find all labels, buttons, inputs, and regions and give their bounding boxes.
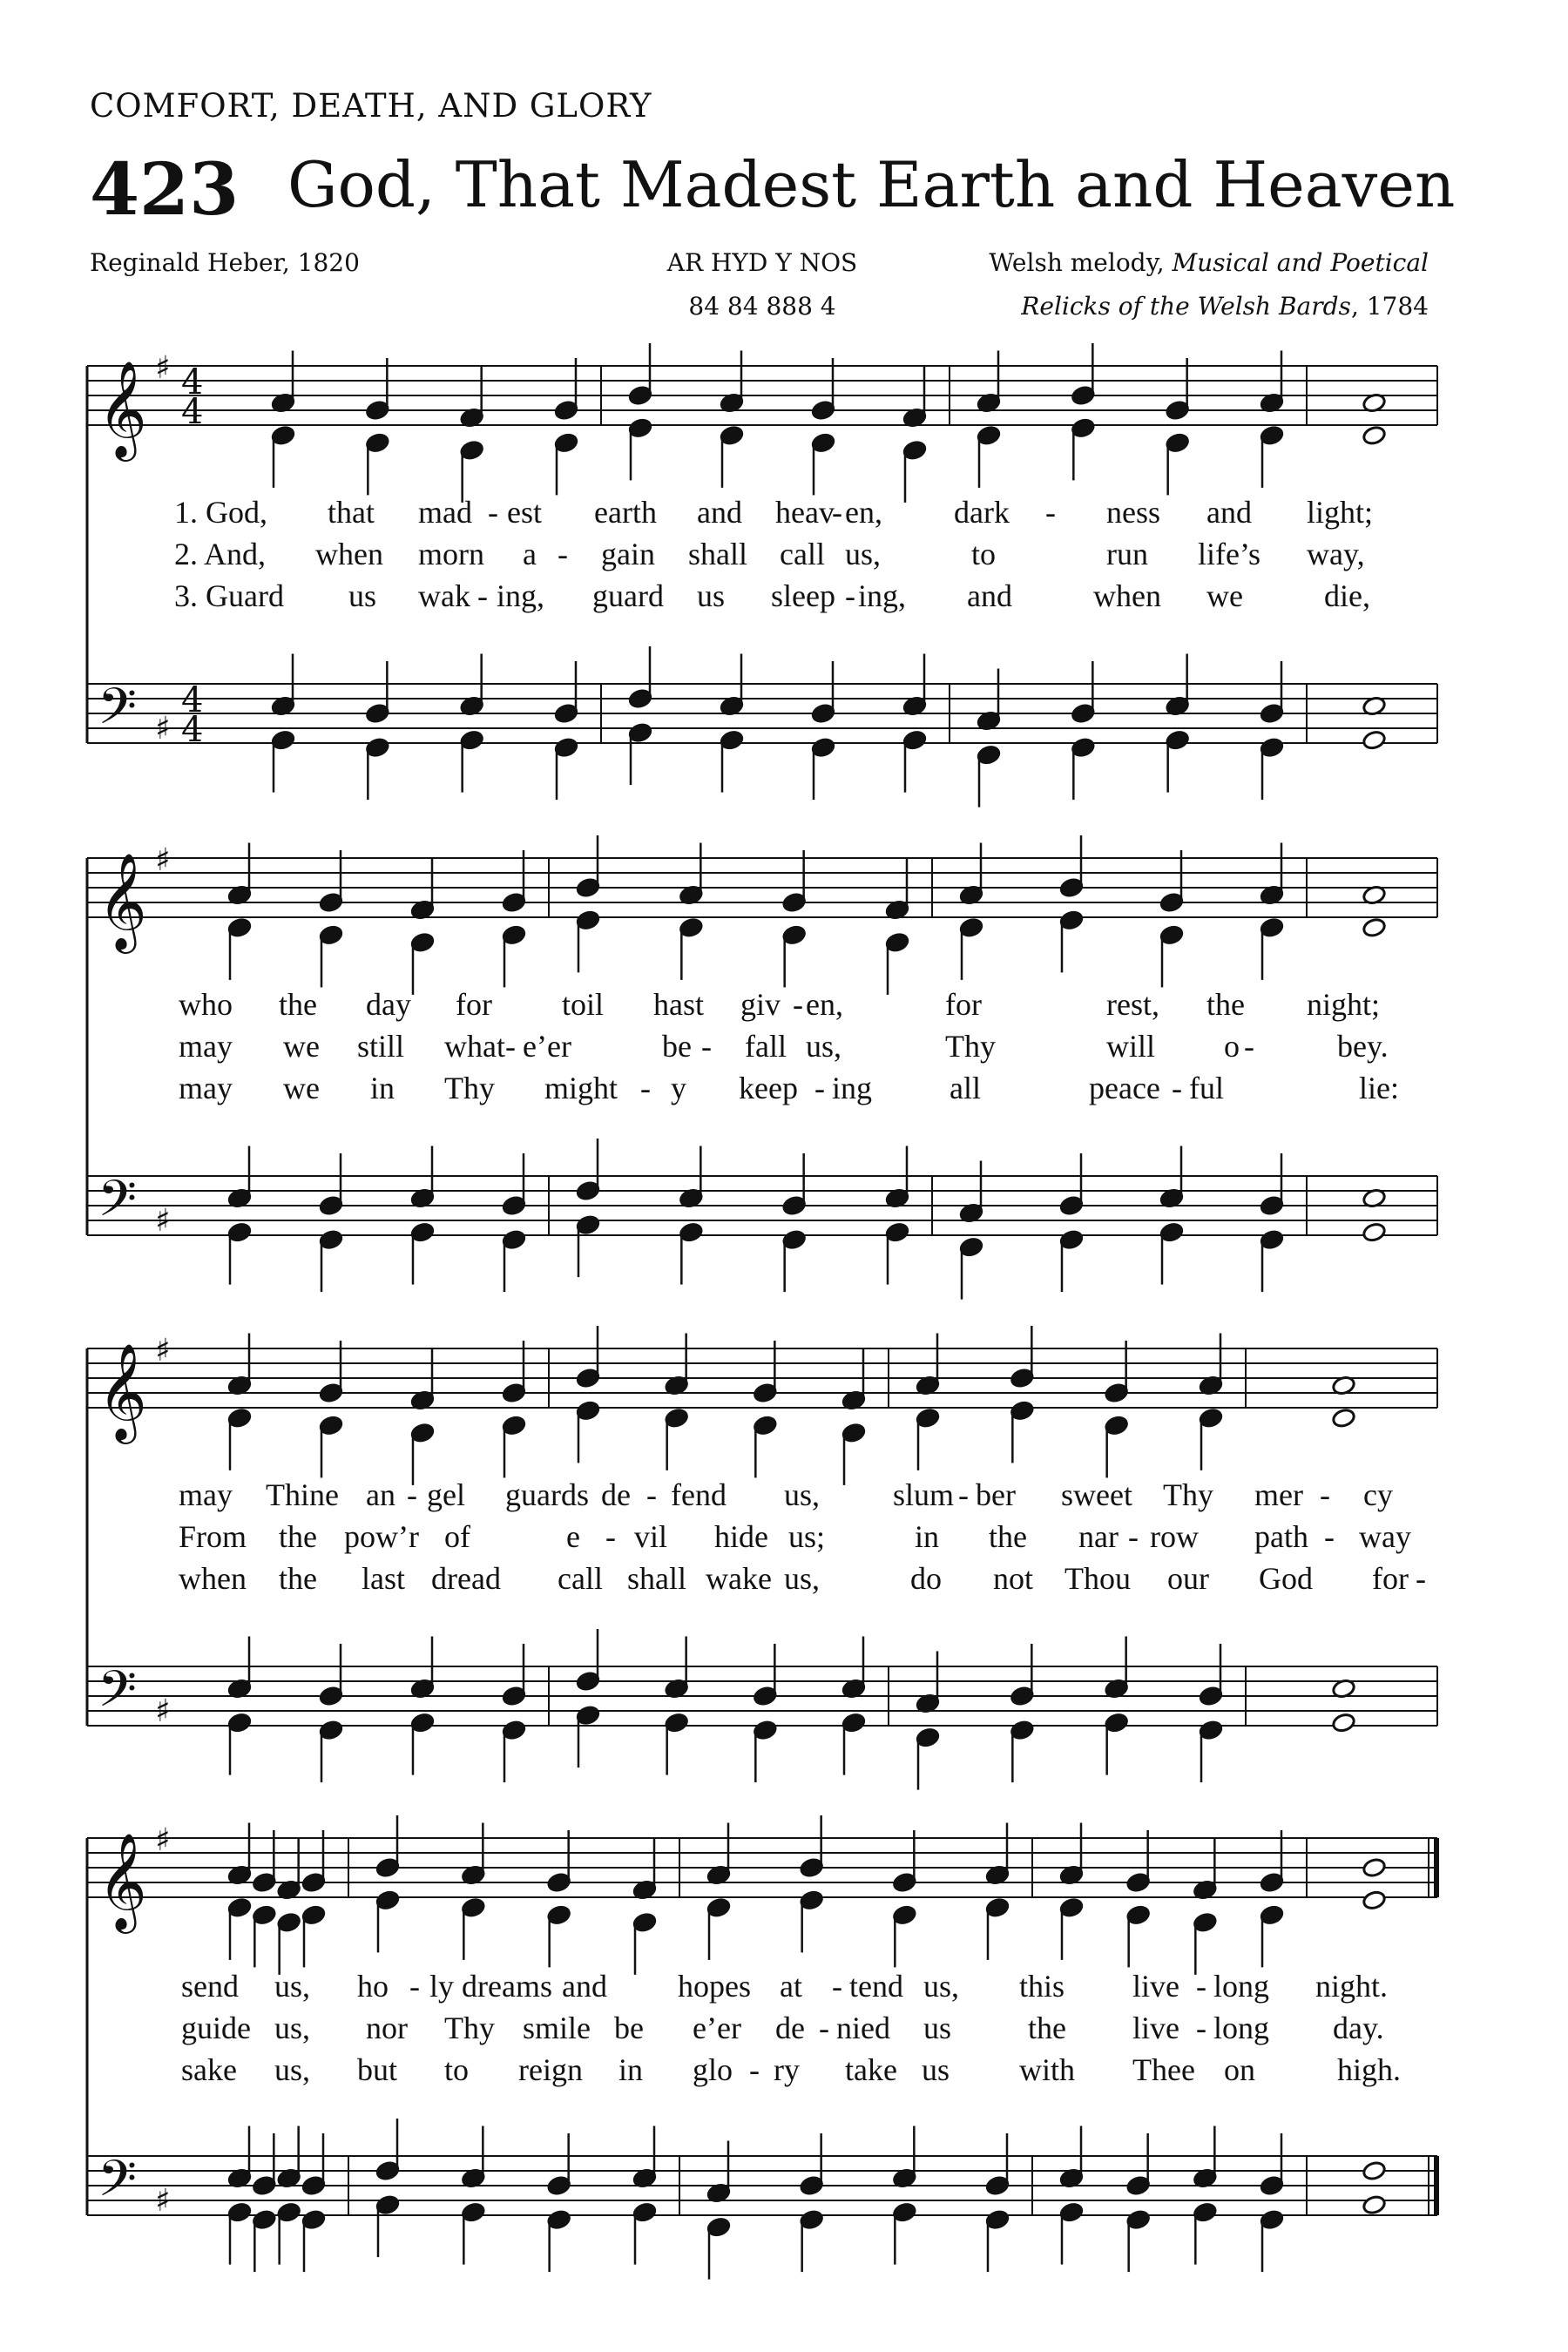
lyric-syllable: might: [544, 1071, 618, 1105]
lyric-syllable: die,: [1324, 578, 1370, 613]
lyric-syllable: heav: [775, 495, 835, 530]
lyric-syllable: row: [1150, 1519, 1199, 1554]
lyric-syllable: smile: [523, 2011, 591, 2045]
lyric-syllable: nied: [836, 2011, 890, 2045]
lyric-syllable: toil: [562, 987, 605, 1022]
lyric-syllable: mer: [1254, 1477, 1303, 1512]
lyric-syllable: the: [279, 987, 317, 1022]
bass-note: [1331, 1713, 1355, 1734]
lyric-syllable: -: [832, 495, 842, 530]
lyric-syllable: earth: [594, 495, 657, 530]
lyric-syllable: dread: [431, 1561, 501, 1596]
lyric-syllable: -: [845, 578, 855, 613]
lyric-syllable: us,: [845, 537, 882, 571]
lyric-syllable: way: [1359, 1519, 1411, 1554]
lyric-syllable: Thy: [1163, 1477, 1213, 1512]
section-heading: COMFORT, DEATH, AND GLORY: [90, 87, 652, 125]
lyric-syllable: way,: [1307, 537, 1365, 571]
lyric-syllable: all: [950, 1071, 981, 1105]
lyric-syllable: giv: [740, 987, 781, 1022]
bass-clef-icon: 𝄢: [98, 1169, 138, 1240]
lyric-syllable: what: [444, 1029, 505, 1064]
lyric-syllable: peace: [1089, 1071, 1160, 1105]
key-sharp-icon: ♯: [155, 1822, 171, 1858]
lyric-syllable: send: [181, 1969, 239, 2004]
lyric-syllable: -: [409, 1969, 420, 2004]
alto-note: [1362, 1889, 1386, 1910]
lyric-syllable: last: [362, 1561, 405, 1596]
lyric-syllable: long: [1213, 1969, 1270, 2004]
lyric-syllable: when: [179, 1561, 247, 1596]
lyric-syllable: sleep: [771, 578, 835, 613]
lyric-syllable: be: [662, 1029, 692, 1064]
lyric-syllable: mad: [418, 495, 472, 530]
music-source-title: Relicks of the Welsh Bards: [1021, 292, 1351, 321]
key-sharp-icon: ♯: [155, 711, 171, 747]
lyric-syllable: ber: [976, 1477, 1016, 1512]
lyric-syllable: -: [814, 1071, 825, 1105]
hymn-number: 423: [90, 148, 240, 232]
tenor-note: [1362, 2160, 1386, 2181]
lyric-syllable: keep: [739, 1071, 798, 1105]
lyric-syllable: on: [1224, 2052, 1255, 2087]
lyric-syllable: de: [601, 1477, 631, 1512]
lyric-syllable: y: [671, 1071, 686, 1105]
meter: 84 84 888 4: [688, 292, 836, 321]
lyric-syllable: ing,: [858, 578, 907, 613]
lyric-syllable: in: [915, 1519, 940, 1554]
lyric-syllable: tend: [849, 1969, 903, 2004]
lyric-syllable: en,: [806, 987, 843, 1022]
key-sharp-icon: ♯: [155, 350, 171, 386]
lyric-syllable: and: [1206, 495, 1252, 530]
lyric-syllable: e’er: [523, 1029, 571, 1064]
lyric-syllable: take: [845, 2052, 897, 2087]
time-sig-bottom: 4: [181, 392, 204, 432]
lyric-syllable: day: [366, 987, 411, 1022]
lyric-syllable: guards: [505, 1477, 589, 1512]
lyric-syllable: -: [832, 1969, 842, 2004]
lyric-syllable: ing: [832, 1071, 873, 1105]
lyric-syllable: the: [1206, 987, 1245, 1022]
lyric-syllable: call: [780, 537, 825, 571]
lyric-syllable: Thine: [266, 1477, 339, 1512]
treble-clef-icon: 𝄞: [98, 360, 147, 457]
lyric-syllable: for: [945, 987, 982, 1022]
lyric-syllable: night;: [1307, 987, 1381, 1022]
final-barline-thick: [1434, 2156, 1439, 2215]
time-sig-top: 4: [181, 362, 204, 402]
lyric-syllable: nar: [1078, 1519, 1119, 1554]
lyric-syllable: Thee: [1132, 2052, 1195, 2087]
lyric-syllable: us,: [274, 2011, 311, 2045]
lyric-syllable: us,: [806, 1029, 842, 1064]
lyric-syllable: fend: [671, 1477, 727, 1512]
lyric-syllable: long: [1213, 2011, 1270, 2045]
lyric-syllable: ful: [1189, 1071, 1224, 1105]
lyric-syllable: do: [910, 1561, 942, 1596]
bass-note: [1362, 1222, 1386, 1243]
lyric-syllable: may: [179, 1029, 233, 1064]
lyric-syllable: and: [697, 495, 742, 530]
lyric-syllable: 3. Guard: [174, 578, 284, 613]
lyric-syllable: not: [993, 1561, 1034, 1596]
alto-note: [1331, 1408, 1355, 1429]
lyric-syllable: who: [179, 987, 233, 1022]
bass-note: [1362, 2194, 1386, 2215]
lyric-syllable: may: [179, 1477, 233, 1512]
lyric-syllable: ry: [774, 2052, 800, 2087]
hymn-title: God, That Madest Earth and Heaven: [287, 148, 1456, 221]
lyric-syllable: an: [366, 1477, 395, 1512]
lyric-syllable: may: [179, 1071, 233, 1105]
lyric-syllable: us;: [788, 1519, 826, 1554]
lyric-syllable: us,: [784, 1561, 821, 1596]
lyric-syllable: wake: [706, 1561, 772, 1596]
lyric-syllable: hide: [714, 1519, 768, 1554]
lyric-syllable: cy: [1363, 1477, 1393, 1512]
lyric-syllable: us: [923, 2011, 952, 2045]
lyric-syllable: we: [283, 1071, 320, 1105]
lyric-syllable: us: [697, 578, 726, 613]
lyric-syllable: -: [1244, 1029, 1254, 1064]
lyric-syllable: -: [646, 1477, 657, 1512]
lyric-syllable: with: [1019, 2052, 1076, 2087]
text-author: Reginald Heber, 1820: [90, 248, 360, 277]
key-sharp-icon: ♯: [155, 1203, 171, 1239]
lyric-syllable: our: [1167, 1561, 1209, 1596]
time-sig-bottom: 4: [181, 710, 204, 750]
lyric-syllable: us,: [923, 1969, 960, 2004]
lyric-syllable: to: [444, 2052, 470, 2087]
lyric-syllable: the: [279, 1561, 317, 1596]
lyric-syllable: us,: [274, 2052, 311, 2087]
lyric-syllable: de: [775, 2011, 805, 2045]
lyric-syllable: -: [1324, 1519, 1335, 1554]
lyric-syllable: morn: [418, 537, 484, 571]
lyric-syllable: -: [701, 1029, 712, 1064]
lyric-syllable: to: [971, 537, 997, 571]
lyric-syllable: -: [640, 1071, 651, 1105]
lyric-syllable: run: [1106, 537, 1148, 571]
lyric-syllable: shall: [627, 1561, 686, 1596]
lyric-syllable: high.: [1337, 2052, 1402, 2087]
lyric-syllable: en,: [845, 495, 882, 530]
lyric-syllable: gel: [427, 1477, 465, 1512]
lyric-syllable: 2. And,: [174, 537, 267, 571]
lyric-syllable: -: [1128, 1519, 1139, 1554]
bass-clef-icon: 𝄢: [98, 2149, 138, 2220]
lyric-syllable: rest,: [1106, 987, 1159, 1022]
lyric-syllable: in: [370, 1071, 395, 1105]
lyric-syllable: shall: [688, 537, 747, 571]
lyric-syllable: -: [1320, 1477, 1330, 1512]
lyric-syllable: lie:: [1359, 1071, 1399, 1105]
lyric-syllable: night.: [1315, 1969, 1389, 2004]
lyric-syllable: and: [967, 578, 1012, 613]
lyric-syllable: still: [357, 1029, 405, 1064]
alto-note: [1362, 425, 1386, 446]
lyric-syllable: -: [477, 578, 488, 613]
lyric-syllable: -: [793, 987, 803, 1022]
bass-clef-icon: 𝄢: [98, 1659, 138, 1731]
lyric-syllable: this: [1019, 1969, 1065, 2004]
lyric-syllable: and: [562, 1969, 607, 2004]
lyric-syllable: day.: [1333, 2011, 1384, 2045]
lyric-syllable: -: [819, 2011, 829, 2045]
lyric-syllable: sake: [181, 2052, 237, 2087]
lyric-syllable: o: [1224, 1029, 1240, 1064]
lyric-syllable: gain: [601, 537, 655, 571]
lyric-syllable: that: [328, 495, 375, 530]
lyric-syllable: a: [523, 537, 537, 571]
lyric-syllable: ness: [1106, 495, 1160, 530]
lyric-syllable: From: [179, 1519, 247, 1554]
lyric-syllable: reign: [518, 2052, 583, 2087]
lyric-syllable: -: [558, 537, 568, 571]
final-barline-thick: [1434, 1838, 1439, 1897]
lyric-syllable: ing,: [497, 578, 545, 613]
music-source-year: , 1784: [1350, 292, 1429, 321]
lyric-syllable: but: [357, 2052, 398, 2087]
lyric-syllable: -: [1196, 1969, 1206, 2004]
lyric-syllable: for: [1372, 1561, 1409, 1596]
lyric-syllable: sweet: [1061, 1477, 1132, 1512]
lyric-syllable: life’s: [1198, 537, 1260, 571]
lyric-syllable: live: [1132, 1969, 1179, 2004]
lyric-syllable: dreams: [462, 1969, 552, 2004]
lyric-syllable: God: [1259, 1561, 1313, 1596]
lyric-syllable: ly: [429, 1969, 455, 2004]
lyric-syllable: nor: [366, 2011, 408, 2045]
lyric-syllable: be: [614, 2011, 644, 2045]
melody-note: [1362, 1857, 1386, 1878]
lyric-syllable: bey.: [1337, 1029, 1389, 1064]
lyric-syllable: ho: [357, 1969, 389, 2004]
lyric-syllable: path: [1254, 1519, 1308, 1554]
lyric-syllable: dark: [954, 495, 1010, 530]
lyric-syllable: est: [507, 495, 542, 530]
lyric-syllable: in: [618, 2052, 644, 2087]
lyric-syllable: Thy: [444, 2011, 495, 2045]
time-sig-top: 4: [181, 680, 204, 720]
lyric-syllable: vil: [634, 1519, 668, 1554]
lyric-syllable: at: [780, 1969, 802, 2004]
lyric-syllable: Thy: [945, 1029, 996, 1064]
bass-note: [1362, 730, 1386, 751]
treble-clef-icon: 𝄞: [98, 852, 147, 950]
lyric-syllable: when: [315, 537, 383, 571]
music-source-plain: Welsh melody,: [989, 248, 1173, 277]
lyric-syllable: -: [605, 1519, 616, 1554]
lyric-syllable: live: [1132, 2011, 1179, 2045]
lyric-syllable: hast: [653, 987, 704, 1022]
lyric-syllable: wak: [418, 578, 470, 613]
lyric-syllable: -: [488, 495, 498, 530]
lyric-syllable: -: [1196, 2011, 1206, 2045]
key-sharp-icon: ♯: [155, 842, 171, 878]
lyric-syllable: -: [1045, 495, 1056, 530]
bass-clef-icon: 𝄢: [98, 677, 138, 748]
lyric-syllable: slum: [893, 1477, 955, 1512]
lyric-syllable: the: [279, 1519, 317, 1554]
lyric-syllable: the: [1028, 2011, 1066, 2045]
lyric-syllable: us: [922, 2052, 950, 2087]
lyric-syllable: glo: [693, 2052, 733, 2087]
key-sharp-icon: ♯: [155, 2183, 171, 2219]
lyric-syllable: 1. God,: [174, 495, 267, 530]
lyric-syllable: we: [1206, 578, 1243, 613]
lyric-syllable: pow’r: [344, 1519, 419, 1554]
lyric-syllable: fall: [745, 1029, 787, 1064]
lyric-syllable: hopes: [678, 1969, 751, 2004]
lyric-syllable: -: [958, 1477, 969, 1512]
lyric-syllable: -: [1172, 1071, 1182, 1105]
lyric-syllable: -: [749, 2052, 760, 2087]
lyric-syllable: guard: [592, 578, 664, 613]
lyric-syllable: e: [566, 1519, 580, 1554]
lyric-syllable: will: [1106, 1029, 1156, 1064]
lyric-syllable: of: [444, 1519, 470, 1554]
key-sharp-icon: ♯: [155, 1333, 171, 1369]
treble-clef-icon: 𝄞: [98, 1342, 147, 1440]
lyric-syllable: Thou: [1064, 1561, 1131, 1596]
music-source-italic: Musical and Poetical: [1172, 248, 1429, 277]
lyric-syllable: -: [407, 1477, 417, 1512]
lyric-syllable: call: [558, 1561, 603, 1596]
lyric-syllable: us,: [274, 1969, 311, 2004]
lyric-syllable: us: [348, 578, 377, 613]
lyric-syllable: the: [989, 1519, 1027, 1554]
lyric-syllable: light;: [1307, 495, 1374, 530]
lyric-syllable: Thy: [444, 1071, 495, 1105]
alto-note: [1362, 917, 1386, 938]
tune-name: AR HYD Y NOS: [666, 248, 858, 277]
lyric-syllable: -: [505, 1029, 516, 1064]
lyric-syllable: for: [456, 987, 492, 1022]
lyric-syllable: e’er: [693, 2011, 741, 2045]
treble-clef-icon: 𝄞: [98, 1832, 147, 1930]
lyric-syllable: when: [1093, 578, 1161, 613]
lyric-syllable: -: [1416, 1561, 1426, 1596]
key-sharp-icon: ♯: [155, 1693, 171, 1729]
lyric-syllable: we: [283, 1029, 320, 1064]
lyric-syllable: us,: [784, 1477, 821, 1512]
lyric-syllable: guide: [181, 2011, 251, 2045]
